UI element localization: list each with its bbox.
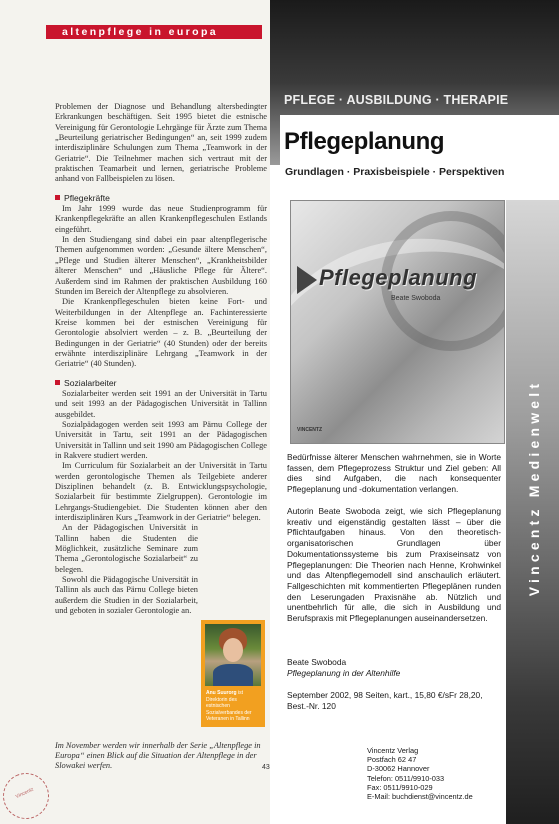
book-cover-image <box>290 200 505 444</box>
bottom-brand: VINCENTZ <box>369 812 423 823</box>
author-photo <box>205 624 261 686</box>
section-heading-pflegekraefte: Pflegekräfte <box>55 193 267 203</box>
address-line: Fax: 0511/9910-029 <box>367 782 433 792</box>
running-head-bar <box>46 25 262 39</box>
author-box <box>201 620 265 727</box>
ad-intro: Bedürfnisse älterer Menschen wahrnehmen, sie in Worte fassen, dem Pflegeprozess Struktur und Ziel geben: All dies sind Aufgaben, die nach konsequenter Pflegeplanung und -dokumentation verlangen. <box>287 452 501 495</box>
address-line: D-30062 Hannover <box>367 764 430 774</box>
footer-note: Im November werden wir innerhalb der Serie „Altenpflege in Europa“ einen Blick auf die Situation der Altenpflege in der Slowakei werfen. <box>55 741 261 770</box>
paragraph: In den Studiengang sind dabei ein paar altenpflegerische Themen aufgenommen worden: „Gesunde ältere Menschen“, „Pflege und Studien älterer Menschen“, „Krankheitsbilder älterer Menschen“ und „Häusliche Pflege für Ältere“. Außerdem sind im Rahmen der praktischen Ausbildung 160 Stunden im Bereich der Altenpflege zu absolvieren. <box>55 235 267 296</box>
article-body <box>55 102 267 617</box>
paragraph: Im Jahr 1999 wurde das neue Studienprogramm für Krankenpflegekräfte an allen Krankenpflegeschulen Estlands eingeführt. <box>55 204 267 234</box>
left-page <box>0 0 270 824</box>
book-cover-title: Pflegeplanung <box>319 265 478 290</box>
ad-description: Autorin Beate Swoboda zeigt, wie sich Pflegeplanung kreativ und eigenständig gestalten lässt – über die Pflichtaufgaben hinaus. Von den theoretisch-organisatorischen Grundlagen über Dokumentationssysteme bis zum Praxiseinsatz von Pflegeplanungen: Die Theorien nach Henne, Krohwinkel und das Altenpflegemodell sind anschaulich erläutert. Fallgeschichten mit kommentierten Pflegeplänen runden den Leserungaden Praxisnähe ab. Nützlich und unentbehrlich für alle, die sich in Ausbildung und Berufspraxis mit Pflegeplanungen auseinandersetzen. <box>287 506 501 624</box>
ad-subtitle: Grundlagen · Praxisbeispiele · Perspektiven <box>285 166 505 178</box>
brand-tagline: PFLEGE · AUSBILDUNG · THERAPIE <box>284 93 509 107</box>
address-line: Telefon: 0511/9910-033 <box>367 773 445 783</box>
paragraph: An der Pädagogischen Universität in Tallinn haben die Studenten die Möglichkeit, zusätzliche Seminare zum Thema „Gerontologische Sozialarbeit“ zu belegen. <box>55 523 198 574</box>
play-arrow-icon <box>297 266 317 294</box>
address-line: Postfach 62 47 <box>367 755 417 765</box>
library-stamp <box>0 765 57 824</box>
section-heading-sozialarbeiter: Sozialarbeiter <box>55 378 267 388</box>
page-number: 43 <box>262 764 270 771</box>
address-line: Vincentz Verlag <box>367 746 419 755</box>
paragraph: Sozialarbeiter werden seit 1991 an der Universität in Tartu und seit 1993 an der Pädagogischen Universität in Tallinn ausgebildet. <box>55 388 267 419</box>
bibliography-title: Pflegeplanung in der Altenhilfe <box>287 668 401 678</box>
stamp-text: Vincentz <box>14 786 35 801</box>
intro-paragraph: Problemen der Diagnose und Behandlung altersbedingter Erkrankungen beschäftigen. Seit 1995 bietet die estnische Vereinigung für Gerontologie Lehrgänge für Ärzte zum Thema „Beurteilung geriatrischer Bedingungen“ an, seit 1999 zudem interdisziplinäre Schulungen zum Thema „Teamwork in der Geriatrie“. Die Teilnehmer machen sich vertraut mit der praktischen Teamarbeit und lernen, geriatrische Probleme anhand von Fallbeispielen zu lösen. <box>55 102 267 184</box>
publisher-address <box>367 746 503 801</box>
book-cover-author: Beate Swoboda <box>391 295 441 302</box>
paragraph: Die Krankenpflegeschulen bieten keine Fort- und Weiterbildungen in der Altenpflege an. Fachinteressierte Kreise kommen bei der estnischen Vereinigung für Gerontologie absolviert werden – z. B. „Beurteilung der Bedingungen in der Geriatrie“ (40 Stunden) oder der bereits erwähnte interdisziplinäre Lehrgang „Teamwork in der Geriatrie“ (40 Stunden). <box>55 297 267 369</box>
running-head-text: altenpflege in europa <box>62 26 218 38</box>
paragraph: Sowohl die Pädagogische Universität in Tallinn als auch das Pärnu College bieten außerdem die Studien in der Sozialarbeit, und geboten in sozialer Gerontologie an. <box>55 575 198 616</box>
author-caption <box>206 690 261 723</box>
author-name: Anu Suurorg <box>206 690 237 696</box>
vertical-brand-text: Vincentz Medienwelt <box>526 379 542 597</box>
author-role: ist Direktorin des estnischen Sozialverbandes der Veteranen in Tallinn <box>206 690 252 722</box>
paragraph: Im Curriculum für Sozialarbeit an der Universität in Tartu werden gerontologische Themen als Teilgebiete anderer Disziplinen behandelt (z. B. Entwicklungspsychologie, Sozialarbeit für bestimmte Zielgruppen). Gerontologie im Lehrgangs-Studiengebiet. Die Studenten können aber den interdisziplinären Kurs „Teamwork in der Geriatrie“ belegen. <box>55 461 267 523</box>
email-link[interactable]: E-Mail: buchdienst@vincentz.de <box>367 792 473 802</box>
bibliography-author: Beate Swoboda <box>287 657 347 667</box>
book-cover-publisher: VINCENTZ <box>297 427 322 433</box>
advertisement-page <box>270 0 559 824</box>
bibliography-details: September 2002, 98 Seiten, kart., 15,80 €/sFr 28,20, Best.-Nr. 120 <box>287 690 483 711</box>
paragraph: Sozialpädagogen werden seit 1993 am Pärnu College der Universität in Tartu, seit 1991 an der Pädagogischen Universität in Tallinn und seit 1990 am Pädagogischen College in Rakvere studiert werden. <box>55 419 267 460</box>
ad-headline: Pflegeplanung <box>284 128 445 155</box>
